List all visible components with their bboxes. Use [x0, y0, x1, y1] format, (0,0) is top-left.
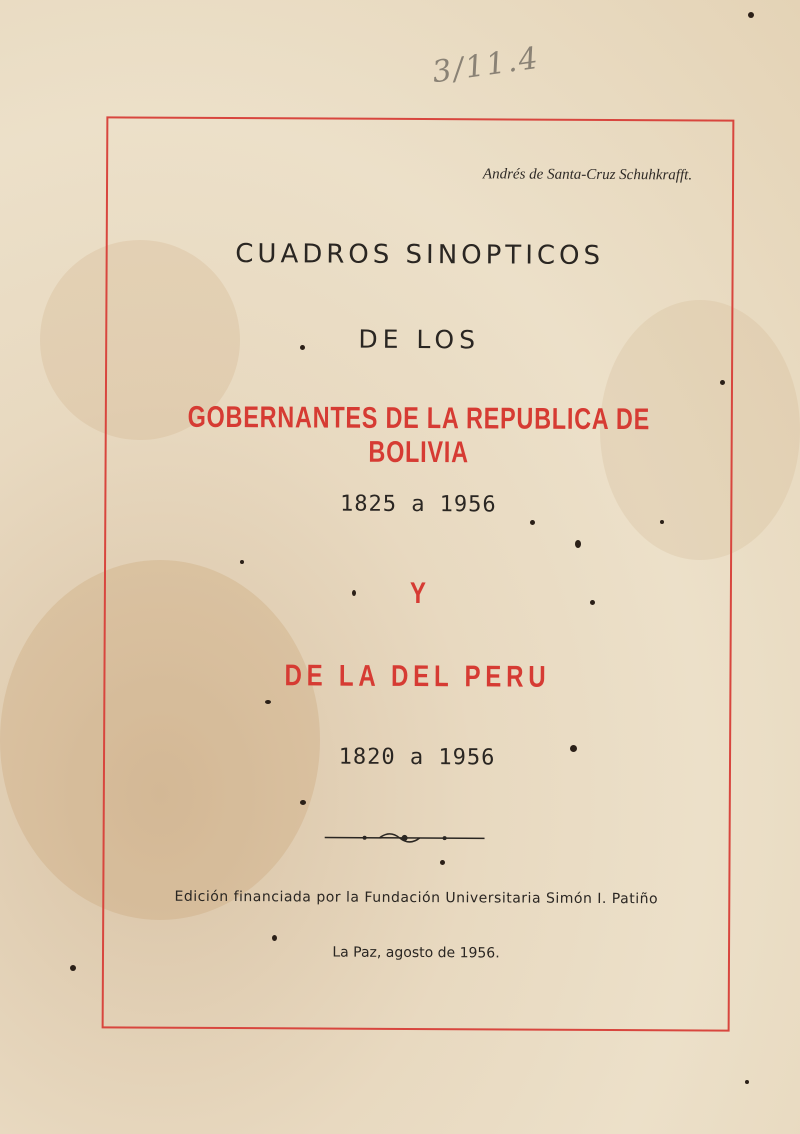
ink-speck — [352, 590, 356, 596]
title-line-1: CUADROS SINOPTICOS — [235, 239, 605, 271]
ink-speck — [265, 700, 271, 704]
ink-speck — [272, 935, 277, 941]
ink-speck — [300, 800, 306, 805]
title-page-frame — [102, 116, 735, 1031]
ink-speck — [748, 12, 754, 18]
ink-speck — [240, 560, 244, 564]
ink-speck — [570, 745, 577, 752]
edition-note: Edición financiada por la Fundación Universitaria Simón I. Patiño — [174, 888, 659, 908]
ink-speck — [720, 380, 725, 385]
years-peru: 1820 a 1956 — [338, 744, 496, 771]
title-bolivia: GOBERNANTES DE LA REPUBLICA DE BOLIVIA — [187, 400, 651, 470]
ink-speck — [70, 965, 76, 971]
ink-speck — [530, 520, 535, 525]
author-name: Andrés de Santa-Cruz Schuhkrafft. — [482, 166, 693, 184]
ink-speck — [660, 520, 664, 524]
title-peru: DE LA DEL PERU — [284, 659, 551, 694]
ink-speck — [440, 860, 445, 865]
handwritten-note: 3/11.4 — [430, 40, 542, 91]
ink-speck — [745, 1080, 749, 1084]
place-date: La Paz, agosto de 1956. — [332, 944, 500, 962]
ink-speck — [575, 540, 581, 548]
years-bolivia: 1825 a 1956 — [339, 491, 497, 518]
ink-speck — [300, 345, 305, 350]
title-line-2: DE LOS — [358, 324, 481, 355]
conjunction: Y — [409, 576, 426, 611]
ornament-divider — [325, 830, 485, 847]
ink-speck — [590, 600, 595, 605]
